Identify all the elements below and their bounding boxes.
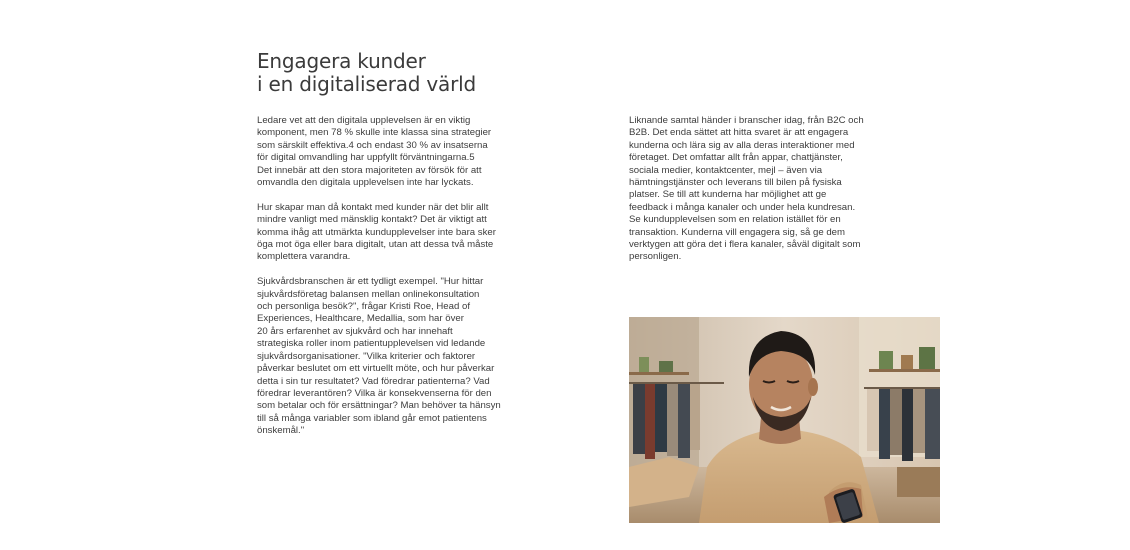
text-line: verktygen att göra det i flera kanaler, såväl digitalt som (629, 239, 861, 251)
text-line: Sjukvårdsbranschen är ett tydligt exempel. "Hur hittar (257, 276, 484, 288)
text-line: sociala medier, kontaktcenter, mejl – även via (629, 164, 823, 176)
text-line: 20 års erfarenhet av sjukvård och har innehaft (257, 325, 453, 337)
text-line: personligen. (629, 251, 682, 263)
left-text-column (257, 115, 517, 450)
text-line: komplettera varandra. (257, 251, 351, 263)
text-line: och personliga besök?", frågar Kristi Roe, Head of (257, 301, 470, 313)
text-line: Se kundupplevelsen som en relation istället för en (629, 214, 841, 226)
article-heading (257, 50, 577, 96)
text-line: Det innebär att den stora majoriteten av försök för att (257, 164, 482, 176)
text-line: för digital omvandling har uppfyllt förväntningarna.5 (257, 152, 475, 164)
text-line: företaget. Det omfattar allt från appar, chattjänster, (629, 152, 843, 164)
text-line: platser. Se till att kunderna har möjlighet att ge (629, 189, 827, 201)
text-line: som betalar och för ersättningar? Man behöver ta hänsyn (257, 400, 501, 412)
text-line: mindre vanligt med mänsklig kontakt? Det är viktigt att (257, 214, 487, 226)
heading-line-1: Engagera kunder (257, 49, 426, 73)
text-line: önskemål." (257, 425, 305, 437)
text-line: föredrar leverantören? Vilka är konsekvenserna för den (257, 387, 492, 399)
paragraph-1 (257, 115, 517, 189)
text-line: transaktion. Kunderna vill engagera sig, så ge dem (629, 226, 845, 238)
right-text-column (629, 115, 889, 276)
text-line: B2B. Det enda sättet att hitta svaret är att engagera (629, 127, 849, 139)
paragraph-4 (629, 115, 889, 264)
text-line: hämtningstjänster och leverans till bilen på fysiska (629, 177, 842, 189)
text-line: strategiska roller inom patientupplevelsen vid ledande (257, 338, 486, 350)
text-line: öga mot öga eller bara digitalt, utan att dessa två måste (257, 239, 494, 251)
paragraph-3 (257, 276, 517, 437)
shop-photo (629, 317, 940, 523)
text-line: komma ihåg att utmärkta kundupplevelser inte bara sker (257, 226, 496, 238)
text-line: detta i sin tur resultatet? Vad föredrar patienterna? Vad (257, 375, 490, 387)
text-line: Ledare vet att den digitala upplevelsen är en viktig (257, 115, 471, 126)
text-line: Experiences, Healthcare, Medallia, som har över (257, 313, 464, 325)
text-line: feedback i många kanaler och under hela kundresan. (629, 201, 856, 213)
text-line: Hur skapar man då kontakt med kunder när det blir allt (257, 201, 489, 213)
heading-line-2: i en digitaliserad värld (257, 72, 476, 96)
text-line: till så många variabler som ibland går emot patientens (257, 412, 487, 424)
text-line: påverkar beslutet om ett virtuellt möte, och hur påverkar (257, 363, 495, 375)
text-line: komponent, men 78 % skulle inte klassa sina strategier (257, 127, 492, 139)
text-line: omvandla den digitala upplevelsen inte har lyckats. (257, 177, 474, 189)
man-with-phone-illustration (629, 317, 940, 523)
text-line: sjukvårdsföretag balansen mellan onlinekonsultation (257, 288, 480, 300)
text-line: kunderna och lära sig av alla deras interaktioner med (629, 139, 855, 151)
text-line: sjukvårdsorganisationer. "Vilka kriterier och faktorer (257, 350, 476, 362)
text-line: som särskilt effektiva.4 och endast 30 % av insatserna (257, 139, 488, 151)
text-line: Liknande samtal händer i branscher idag, från B2C och (629, 115, 864, 126)
paragraph-2 (257, 202, 517, 264)
